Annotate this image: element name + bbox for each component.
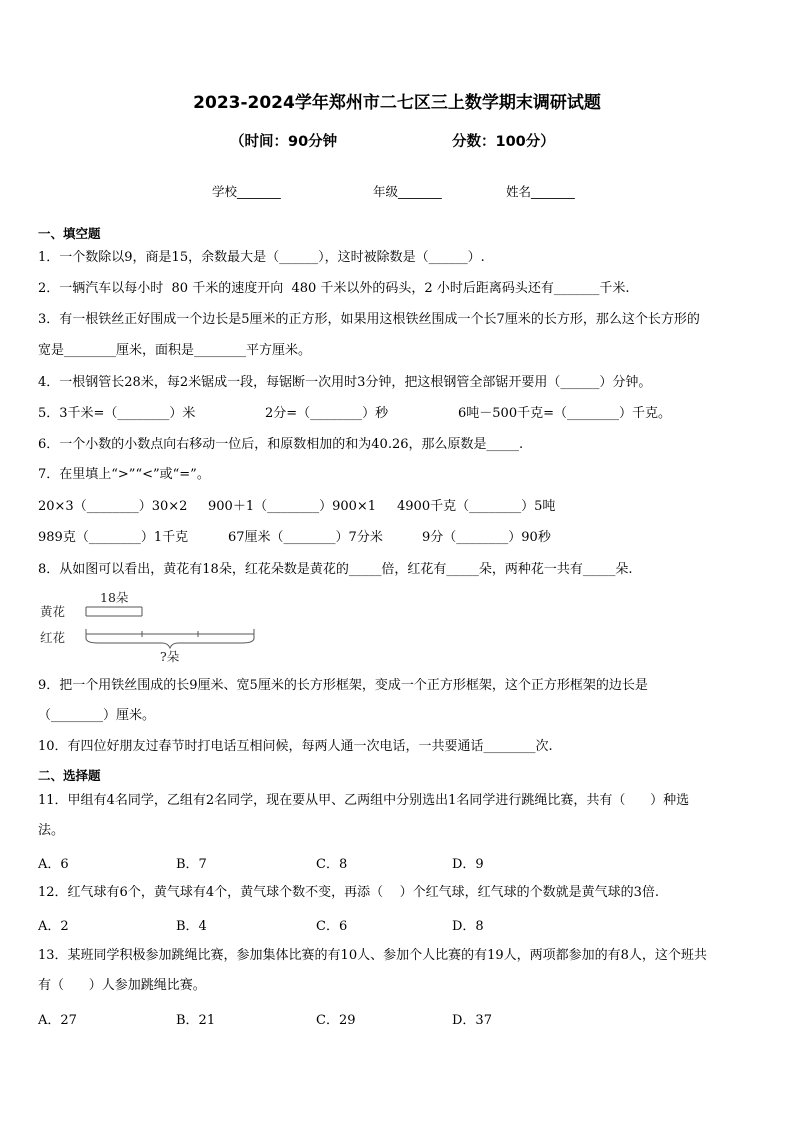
question-13-line-2: 有（ ）人参加跳绳比赛。	[38, 978, 206, 993]
option-b: B．7	[176, 857, 207, 872]
school-field: 学校_______	[212, 184, 281, 199]
question-3-line-1: 3．有一根铁丝正好围成一个边长是5厘米的正方形，如果用这根铁丝围成一个长7厘米的长方形，那么这个长方形的	[38, 312, 700, 327]
option-b: B．4	[176, 919, 207, 934]
question-4: 4．一根钢管长28米，每2米锯成一段，每锯断一次用时3分钟，把这根钢管全部锯开要用（______）分钟。	[38, 375, 652, 390]
grade-field: 年级_______	[373, 184, 442, 199]
question-9-line-2: （________）厘米。	[38, 708, 156, 723]
exam-time: （时间：90分钟	[230, 134, 338, 150]
name-field: 姓名_______	[506, 184, 575, 199]
exam-score: 分数：100分）	[452, 134, 555, 150]
option-a: A．6	[38, 857, 69, 872]
question-11-line-1: 11．甲组有4名同学，乙组有2名同学，现在要从甲、乙两组中分别选出1名同学进行跳绳比赛，共有（ ）种选	[38, 793, 690, 808]
question-2: 2．一辆汽车以每小时 80 千米的速度开向 480 千米以外的码头，2 小时后距离码头还有_______千米.	[38, 281, 630, 296]
question-13-line-1: 13．某班同学积极参加跳绳比赛，参加集体比赛的有10人、参加个人比赛的有19人，两项都参加的有8人，这个班共	[38, 948, 707, 963]
option-c: C．29	[316, 1013, 356, 1028]
option-b: B．21	[176, 1013, 216, 1028]
question-7: 7．在里填上“>”“<”或“=”。	[38, 467, 210, 482]
question-9-line-1: 9．把一个用铁丝围成的长9厘米、宽5厘米的长方形框架，变成一个正方形框架，这个正方形框架的边长是	[38, 678, 648, 693]
question-7-item: 67厘米（________）7分米	[228, 530, 383, 545]
question-1: 1．一个数除以9，商是15，余数最大是（______），这时被除数是（______）.	[38, 250, 485, 265]
question-3-line-2: 宽是________厘米，面积是________平方厘米。	[38, 343, 312, 358]
question-7-item: 20×3（________）30×2	[38, 499, 188, 514]
section-fill-blank: 一、填空题	[38, 226, 101, 241]
question-7-item: 989克（________）1千克	[38, 530, 189, 545]
option-d: D．9	[452, 857, 484, 872]
red-count-label: ?朵	[160, 649, 180, 664]
question-12: 12．红气球有6个，黄气球有4个，黄气球个数不变，再添（ ）个红气球，红气球的个数就是黄气球的3倍.	[38, 885, 660, 900]
option-c: C．8	[316, 857, 348, 872]
question-7-item: 900＋1（________）900×1	[208, 499, 377, 514]
yellow-count-label: 18朵	[100, 590, 129, 605]
question-5a: 5．3千米=（________）米	[38, 406, 196, 421]
question-10: 10．有四位好朋友过春节时打电话互相问候，每两人通一次电话，一共要通话________次.	[38, 739, 553, 754]
section-multiple-choice: 二、选择题	[38, 768, 101, 783]
flower-bar-diagram	[38, 588, 268, 666]
option-a: A．2	[38, 919, 69, 934]
question-8: 8．从如图可以看出，黄花有18朵，红花朵数是黄花的_____倍，红花有_____朵，两种花一共有_____朵.	[38, 562, 633, 577]
option-d: D．37	[452, 1013, 492, 1028]
question-5b: 2分=（________）秒	[265, 406, 389, 421]
question-7-item: 4900千克（________）5吨	[397, 499, 556, 514]
question-7-item: 9分（________）90秒	[422, 530, 551, 545]
option-a: A．27	[38, 1013, 77, 1028]
question-11-line-2: 法。	[38, 823, 65, 838]
question-6: 6．一个小数的小数点向右移动一位后，和原数相加的和为40.26，那么原数是_____.	[38, 437, 524, 452]
question-5c: 6吨－500千克=（________）千克。	[458, 406, 671, 421]
option-c: C．6	[316, 919, 348, 934]
bar-lines	[38, 588, 268, 666]
red-label: 红花	[40, 630, 66, 645]
option-d: D．8	[452, 919, 484, 934]
yellow-label: 黄花	[40, 604, 66, 619]
page-title: 2023-2024学年郑州市二七区三上数学期末调研试题	[193, 93, 601, 113]
